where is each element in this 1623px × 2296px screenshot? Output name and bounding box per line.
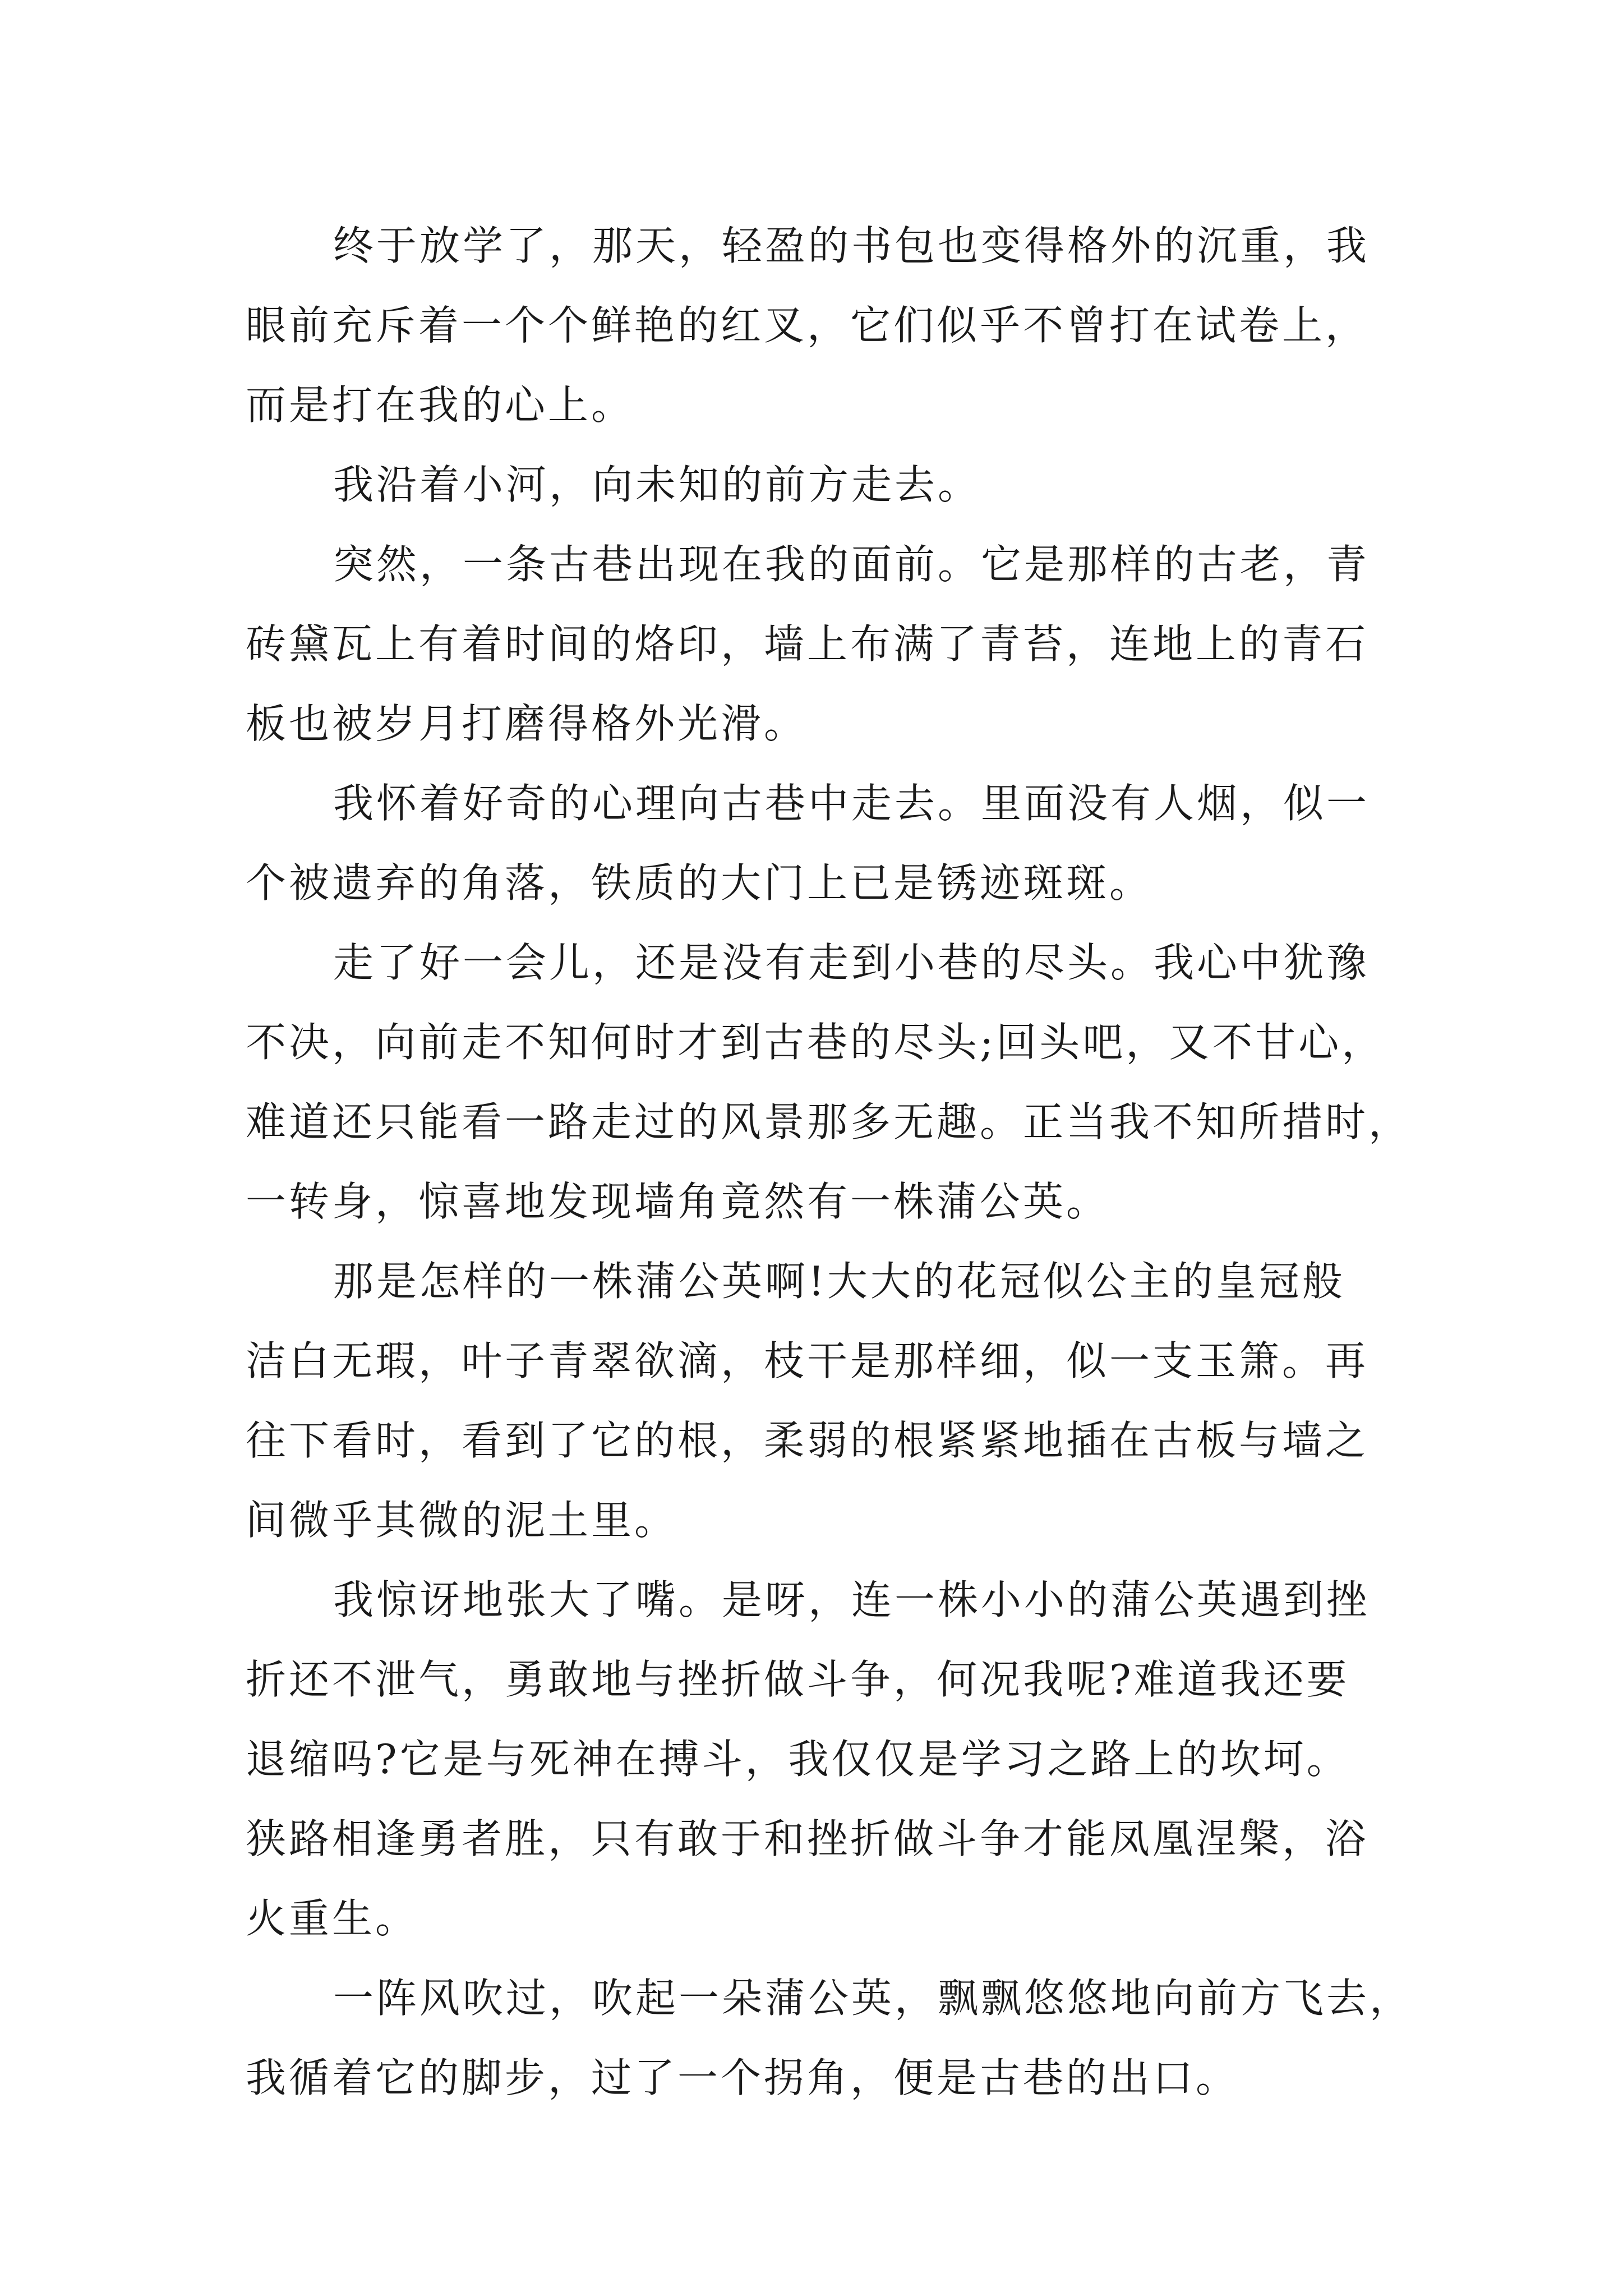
paragraph-line: 我怀着好奇的心理向古巷中走去。里面没有人烟，似一 [333, 780, 1370, 827]
paragraph-line: 一阵风吹过，吹起一朵蒲公英，飘飘悠悠地向前方飞去， [333, 1975, 1413, 2022]
paragraph-line: 砖黛瓦上有着时间的烙印，墙上布满了青苔，连地上的青石 [246, 620, 1369, 668]
paragraph-line: 那是怎样的一株蒲公英啊!大大的花冠似公主的皇冠般 [333, 1258, 1345, 1305]
paragraph-line: 往下看时，看到了它的根，柔弱的根紧紧地插在古板与墙之 [246, 1417, 1369, 1464]
paragraph-line: 终于放学了，那天，轻盈的书包也变得格外的沉重，我 [333, 222, 1370, 269]
paragraph-line: 一转身，惊喜地发现墙角竟然有一株蒲公英。 [246, 1178, 1110, 1225]
paragraph-line: 退缩吗?它是与死神在搏斗，我仅仅是学习之路上的坎坷。 [246, 1736, 1350, 1783]
paragraph-line: 狭路相逢勇者胜，只有敢于和挫折做斗争才能凤凰涅槃，浴 [246, 1815, 1369, 1862]
paragraph-line: 走了好一会儿，还是没有走到小巷的尽头。我心中犹豫 [333, 939, 1370, 986]
paragraph-line: 我惊讶地张大了嘴。是呀，连一株小小的蒲公英遇到挫 [333, 1576, 1370, 1623]
paragraph-line: 洁白无瑕，叶子青翠欲滴，枝干是那样细，似一支玉箫。再 [246, 1337, 1369, 1384]
paragraph-line: 个被遗弃的角落，铁质的大门上已是锈迹斑斑。 [246, 859, 1153, 907]
paragraph-line: 而是打在我的心上。 [246, 381, 635, 429]
paragraph-line: 火重生。 [246, 1895, 419, 1942]
paragraph-line: 板也被岁月打磨得格外光滑。 [246, 700, 808, 747]
paragraph-line: 不决，向前走不知何时才到古巷的尽头;回头吧，又不甘心， [246, 1019, 1385, 1066]
paragraph-line: 我循着它的脚步，过了一个拐角，便是古巷的出口。 [246, 2054, 1239, 2101]
paragraph-line: 折还不泄气，勇敢地与挫折做斗争，何况我呢?难道我还要 [246, 1656, 1350, 1703]
paragraph-line: 间微乎其微的泥土里。 [246, 1497, 678, 1544]
paragraph-line: 突然，一条古巷出现在我的面前。它是那样的古老，青 [333, 541, 1370, 588]
paragraph-line: 眼前充斥着一个个鲜艳的红叉，它们似乎不曾打在试卷上， [246, 302, 1369, 349]
paragraph-line: 难道还只能看一路走过的风景那多无趣。正当我不知所措时， [246, 1098, 1412, 1145]
paragraph-line: 我沿着小河，向未知的前方走去。 [333, 461, 981, 508]
